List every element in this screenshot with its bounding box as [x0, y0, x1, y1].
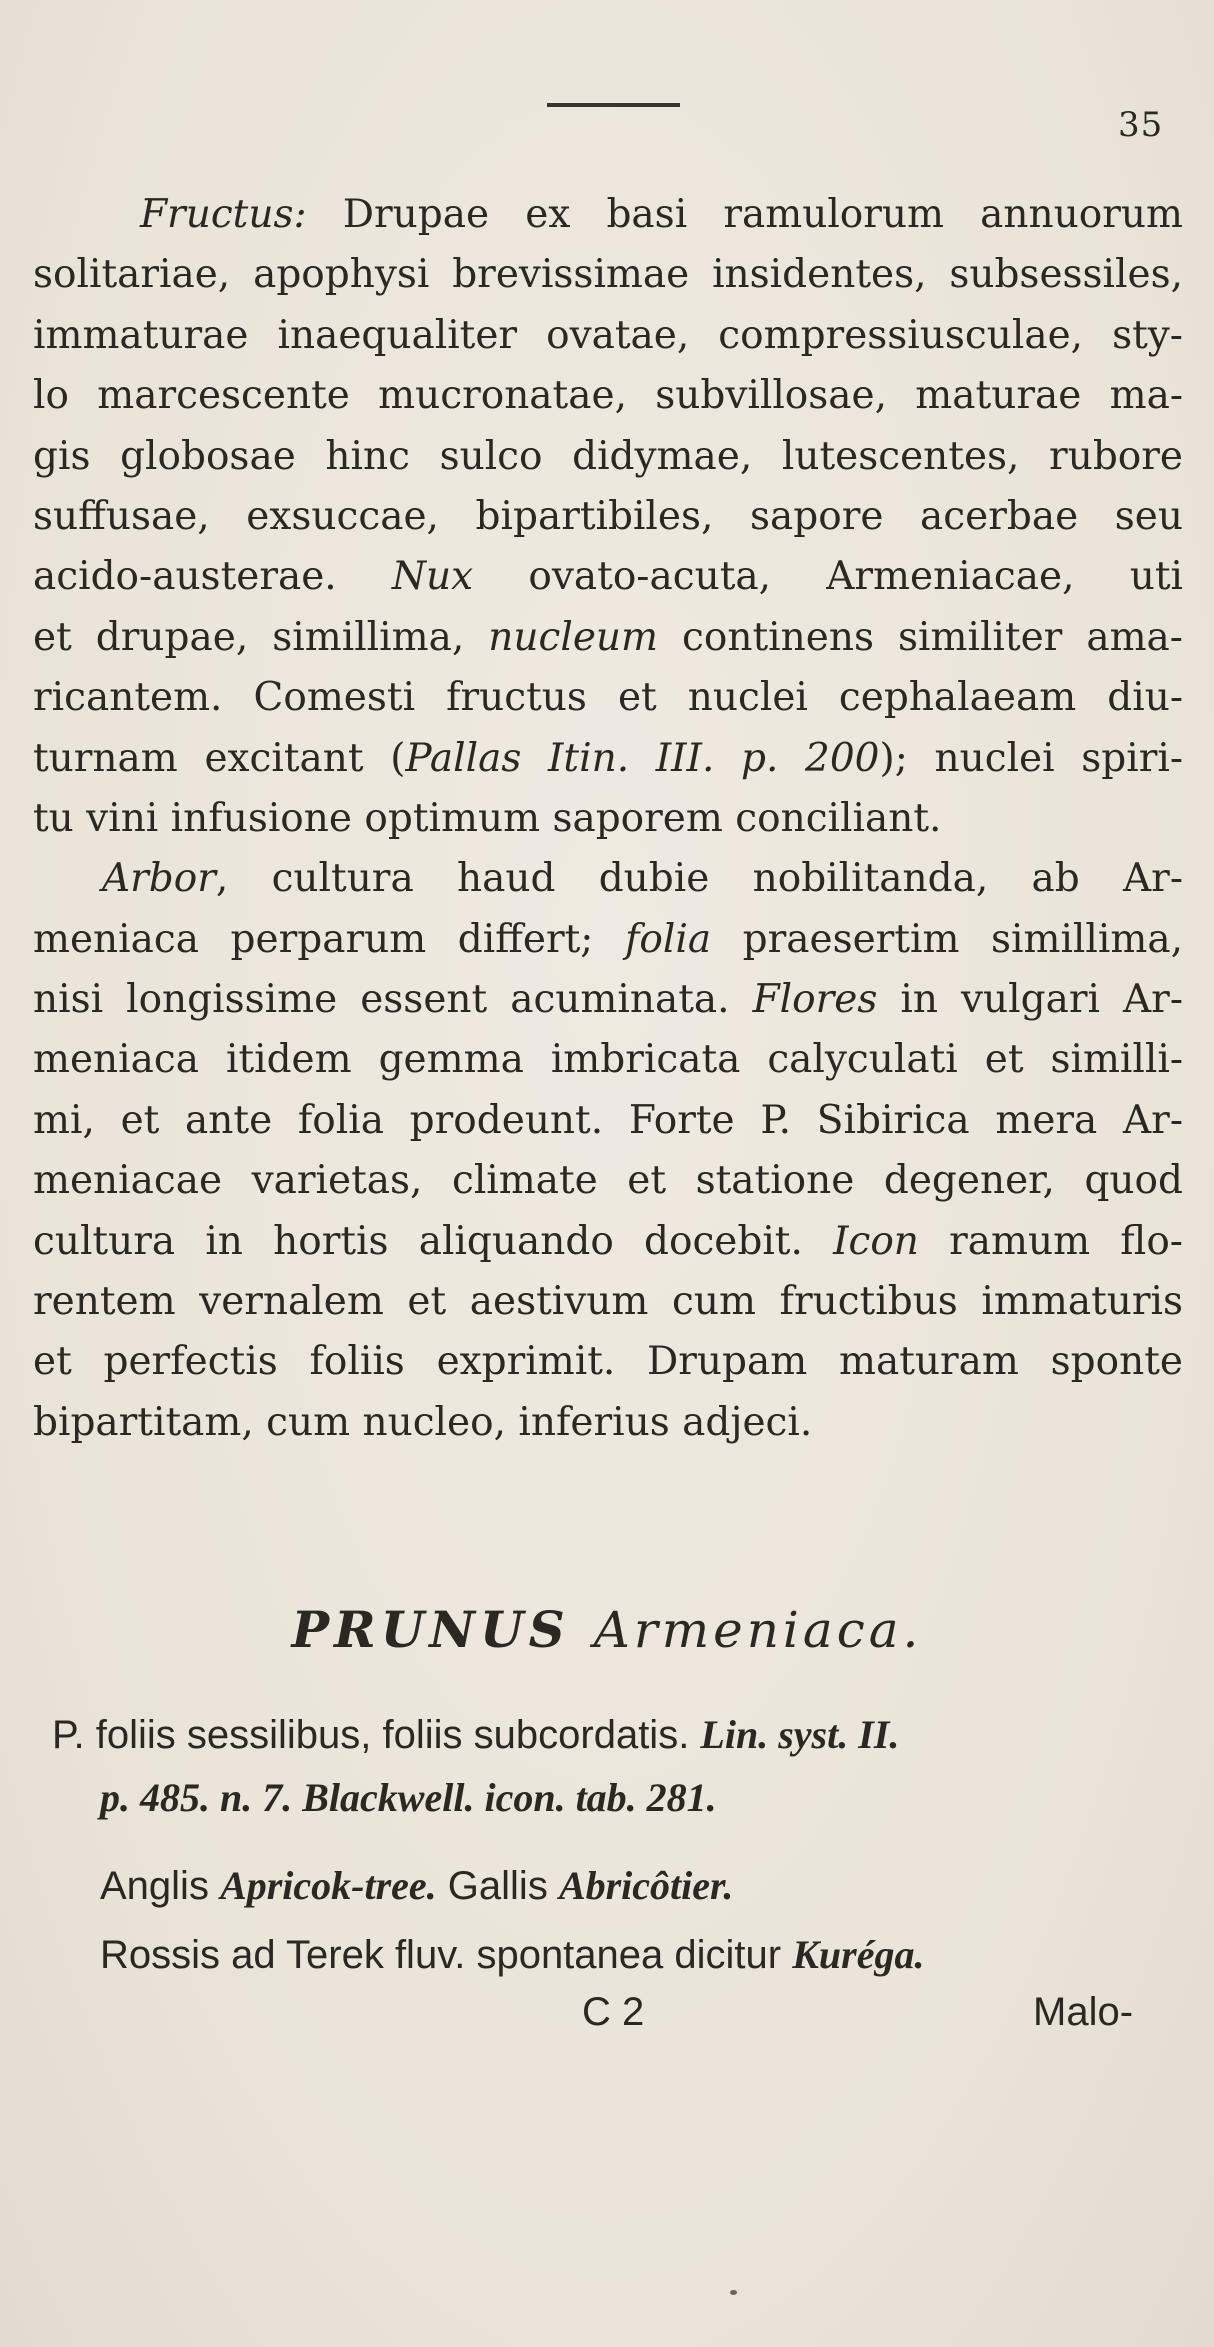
roman-text: turnam excitant (	[33, 735, 406, 781]
italic-text: folia	[624, 916, 712, 962]
linnaeus-reference: Lin. syst. II.	[700, 1712, 900, 1757]
italic-text: nucleum	[488, 614, 659, 660]
species-epithet: Armeniaca.	[593, 1601, 923, 1659]
text-line	[33, 668, 1183, 728]
roman-text: ovato-acuta, Armeniacae, uti	[473, 554, 1183, 600]
roman-text: gis globosae hinc sulco didymae, lutescentes, rubore	[33, 433, 1183, 479]
roman-text: ); nuclei spiri-	[879, 735, 1183, 781]
italic-text: Fructus:	[140, 192, 307, 237]
italic-text: Arbor	[102, 856, 216, 902]
diagnosis-text: P. foliis sessilibus, foliis subcordatis.	[52, 1713, 701, 1757]
vernacular-russian-label: Rossis ad Terek fluv. spontanea dicitur	[100, 1933, 793, 1977]
italic-text: Pallas Itin. III. p. 200	[405, 735, 880, 781]
text-line	[33, 729, 1183, 789]
roman-text: lo marcescente mucronatae, subvillosae, maturae ma-	[33, 373, 1183, 419]
roman-text: nisi longissime essent acuminata.	[33, 977, 753, 1023]
vernacular-english-label: Anglis	[100, 1864, 221, 1908]
text-line	[33, 910, 1183, 970]
diagnosis-line-1	[52, 1706, 899, 1764]
text-line	[33, 547, 1183, 607]
roman-text: tu vini infusione optimum saporem conciliant.	[33, 795, 942, 841]
text-line	[33, 789, 1183, 849]
roman-text: ricantem. Comesti fructus et nuclei cephalaeam diu-	[33, 675, 1183, 721]
text-line	[33, 245, 1183, 305]
roman-text: praesertim simillima,	[711, 916, 1183, 962]
roman-text: immaturae inaequaliter ovatae, compressiusculae, sty-	[33, 312, 1183, 358]
text-line	[33, 306, 1183, 366]
italic-text: Nux	[391, 554, 474, 600]
signature-mark: C 2	[582, 1990, 645, 2034]
vernacular-russian-name: Kuréga.	[792, 1932, 925, 1977]
roman-text: meniaca itidem gemma imbricata calyculati et similli-	[33, 1037, 1183, 1083]
text-line	[33, 366, 1183, 426]
genus-name: PRUNUS	[291, 1600, 570, 1659]
vernacular-english-name: Apricok-tree.	[220, 1863, 437, 1908]
roman-text: rentem vernalem et aestivum cum fructibus immaturis	[33, 1279, 1183, 1325]
roman-text: mi, et ante folia prodeunt. Forte P. Sibirica mera Ar-	[33, 1097, 1183, 1143]
roman-text: solitariae, apophysi brevissimae insidentes, subsessiles,	[33, 252, 1183, 298]
text-line	[33, 1272, 1183, 1332]
roman-text: continens similiter ama-	[658, 614, 1183, 660]
text-line	[33, 608, 1183, 668]
vernacular-french-name: Abricôtier.	[558, 1863, 734, 1908]
text-line	[33, 1393, 1183, 1453]
text-line	[33, 487, 1183, 547]
roman-text: meniacae varietas, climate et statione degener, quod	[33, 1158, 1183, 1204]
roman-text: meniaca perparum differt;	[33, 916, 625, 962]
roman-text: bipartitam, cum nucleo, inferius adjeci.	[33, 1399, 813, 1445]
header-rule	[547, 103, 680, 107]
text-line	[33, 1212, 1183, 1272]
roman-text: suffusae, exsuccae, bipartibiles, sapore acerbae seu	[33, 493, 1183, 539]
text-line	[33, 1151, 1183, 1211]
vernacular-names-line-2	[100, 1926, 924, 1984]
species-heading	[0, 1600, 1214, 1659]
text-line	[33, 185, 1183, 245]
roman-text: acido-austerae.	[33, 554, 392, 600]
description-paragraphs	[33, 185, 1183, 1453]
text-line	[33, 1030, 1183, 1090]
vernacular-names-line-1	[100, 1857, 733, 1915]
catchword: Malo-	[1033, 1990, 1134, 2034]
text-line	[33, 849, 1183, 909]
text-line	[33, 1332, 1183, 1392]
italic-text: Flores	[752, 977, 878, 1023]
roman-text: cultura in hortis aliquando docebit.	[33, 1218, 834, 1264]
diagnosis-line-2	[100, 1769, 717, 1827]
roman-text: , cultura haud dubie nobilitanda, ab Ar-	[215, 856, 1183, 902]
page-number: 35	[1118, 105, 1164, 145]
text-line	[33, 1091, 1183, 1151]
ink-speck	[730, 2290, 737, 2295]
roman-text: et perfectis foliis exprimit. Drupam maturam sponte	[33, 1339, 1183, 1385]
italic-text: Icon	[833, 1218, 919, 1264]
vernacular-french-label: Gallis	[436, 1864, 559, 1908]
blackwell-reference: p. 485. n. 7. Blackwell. icon. tab. 281.	[100, 1775, 717, 1820]
roman-text: in vulgari Ar-	[877, 977, 1183, 1023]
text-line	[33, 427, 1183, 487]
roman-text: et drupae, simillima,	[33, 614, 489, 660]
text-line	[33, 970, 1183, 1030]
roman-text: ramum flo-	[918, 1218, 1183, 1264]
roman-text: Drupae ex basi ramulorum annuorum	[306, 192, 1183, 237]
